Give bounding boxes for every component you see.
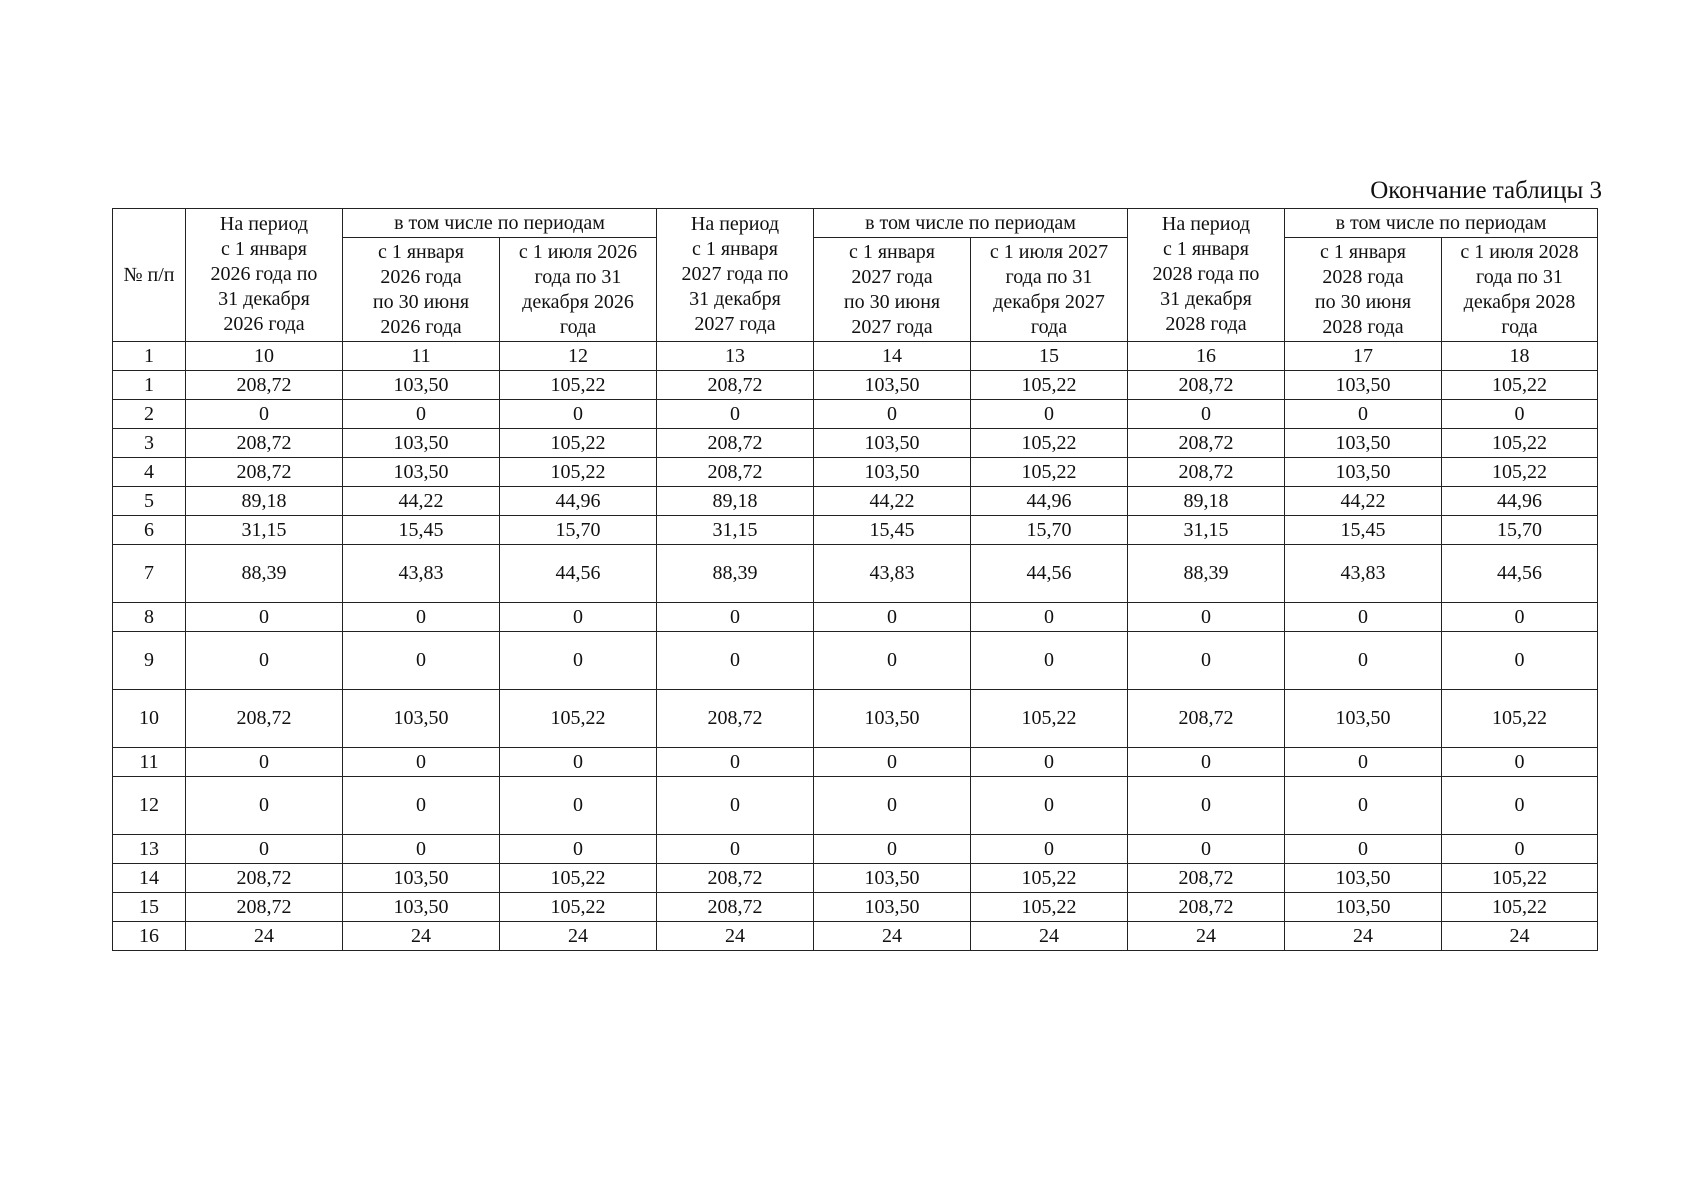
table-cell: 0: [1285, 835, 1442, 864]
table-cell: 103,50: [814, 429, 971, 458]
table-cell: 0: [971, 777, 1128, 835]
table-row: [113, 748, 1598, 777]
table-cell: 208,72: [657, 458, 814, 487]
row-number-cell: 6: [113, 516, 186, 545]
table-cell: 103,50: [814, 864, 971, 893]
table-cell: 0: [657, 400, 814, 429]
table-cell: 105,22: [971, 893, 1128, 922]
table-cell: 105,22: [971, 429, 1128, 458]
table-cell: 208,72: [186, 458, 343, 487]
table-cell: 208,72: [657, 893, 814, 922]
table-cell: 208,72: [657, 429, 814, 458]
table-cell: 0: [971, 603, 1128, 632]
table-cell: 15,45: [814, 516, 971, 545]
row-number-cell: 5: [113, 487, 186, 516]
column-number: 10: [186, 342, 343, 371]
row-number-cell: 10: [113, 690, 186, 748]
table-cell: 105,22: [500, 371, 657, 400]
table-cell: 103,50: [814, 458, 971, 487]
table-cell: 0: [1285, 748, 1442, 777]
table-header: [113, 209, 1598, 371]
table-cell: 0: [343, 777, 500, 835]
table-cell: 31,15: [657, 516, 814, 545]
table-cell: 208,72: [1128, 458, 1285, 487]
table-cell: 0: [814, 400, 971, 429]
table-cell: 0: [1442, 748, 1598, 777]
table-cell: 105,22: [971, 864, 1128, 893]
table-cell: 0: [1285, 400, 1442, 429]
table-cell: 105,22: [500, 458, 657, 487]
table-cell: 15,70: [500, 516, 657, 545]
table-cell: 0: [343, 632, 500, 690]
table-cell: 103,50: [814, 371, 971, 400]
table-cell: 0: [1128, 835, 1285, 864]
table-cell: 0: [343, 835, 500, 864]
row-number-cell: 12: [113, 777, 186, 835]
column-number: 12: [500, 342, 657, 371]
table-cell: 0: [343, 603, 500, 632]
table-cell: 24: [1128, 922, 1285, 951]
table-row: [113, 922, 1598, 951]
row-number-cell: 7: [113, 545, 186, 603]
row-number-cell: 13: [113, 835, 186, 864]
row-number-cell: 2: [113, 400, 186, 429]
table-caption: Окончание таблицы 3: [1370, 177, 1602, 204]
table-cell: 208,72: [1128, 429, 1285, 458]
table-cell: 44,96: [971, 487, 1128, 516]
table-cell: 24: [1442, 922, 1598, 951]
table-cell: 0: [814, 632, 971, 690]
table-cell: 103,50: [1285, 458, 1442, 487]
table-cell: 103,50: [814, 893, 971, 922]
table-cell: 0: [500, 835, 657, 864]
table-cell: 105,22: [971, 690, 1128, 748]
column-number: 14: [814, 342, 971, 371]
table-cell: 208,72: [657, 371, 814, 400]
table-cell: 44,96: [500, 487, 657, 516]
table-cell: 0: [971, 632, 1128, 690]
table-cell: 103,50: [814, 690, 971, 748]
table-cell: 208,72: [186, 429, 343, 458]
table-row: [113, 429, 1598, 458]
header-col-15: с 1 июля 2027 года по 31 декабря 2027 года: [971, 238, 1128, 342]
table-cell: 0: [814, 603, 971, 632]
table-row: [113, 603, 1598, 632]
table-cell: 44,56: [1442, 545, 1598, 603]
table-cell: 24: [814, 922, 971, 951]
row-number-cell: 9: [113, 632, 186, 690]
table-cell: 105,22: [500, 893, 657, 922]
table-cell: 105,22: [1442, 371, 1598, 400]
column-number: 17: [1285, 342, 1442, 371]
table-cell: 103,50: [1285, 371, 1442, 400]
table-cell: 0: [1285, 777, 1442, 835]
table-cell: 0: [1128, 748, 1285, 777]
header-col-10: На период с 1 января 2026 года по 31 декабря 2026 года: [186, 209, 343, 342]
row-number-cell: 15: [113, 893, 186, 922]
table-cell: 105,22: [500, 864, 657, 893]
row-number-cell: 11: [113, 748, 186, 777]
column-number: 15: [971, 342, 1128, 371]
table-cell: 89,18: [1128, 487, 1285, 516]
table-cell: 88,39: [1128, 545, 1285, 603]
table-cell: 0: [500, 632, 657, 690]
table-cell: 103,50: [343, 371, 500, 400]
table-cell: 208,72: [186, 690, 343, 748]
table-cell: 103,50: [343, 429, 500, 458]
table-cell: 105,22: [1442, 690, 1598, 748]
column-number: 11: [343, 342, 500, 371]
table-cell: 15,45: [1285, 516, 1442, 545]
table-cell: 0: [657, 777, 814, 835]
table-cell: 0: [500, 777, 657, 835]
table-cell: 0: [1285, 603, 1442, 632]
table-cell: 105,22: [1442, 893, 1598, 922]
table-cell: 105,22: [971, 371, 1128, 400]
row-number-cell: 14: [113, 864, 186, 893]
header-col-13: На период с 1 января 2027 года по 31 декабря 2027 года: [657, 209, 814, 342]
table-cell: 0: [1442, 777, 1598, 835]
table-cell: 0: [1128, 400, 1285, 429]
table-cell: 24: [1285, 922, 1442, 951]
table-row: [113, 371, 1598, 400]
table-cell: 103,50: [343, 864, 500, 893]
table-cell: 0: [186, 777, 343, 835]
table-row: [113, 777, 1598, 835]
table-cell: 0: [657, 632, 814, 690]
table-cell: 0: [1442, 603, 1598, 632]
table-cell: 0: [500, 748, 657, 777]
column-number: 16: [1128, 342, 1285, 371]
table-row: [113, 487, 1598, 516]
column-number: 13: [657, 342, 814, 371]
table-cell: 0: [1442, 400, 1598, 429]
table-cell: 208,72: [657, 864, 814, 893]
table-cell: 105,22: [500, 690, 657, 748]
header-group-2027: в том числе по периодам: [814, 209, 1128, 238]
table-row: [113, 893, 1598, 922]
table-cell: 88,39: [657, 545, 814, 603]
table-cell: 24: [343, 922, 500, 951]
row-number-cell: 4: [113, 458, 186, 487]
table-cell: 0: [186, 632, 343, 690]
table-cell: 0: [1285, 632, 1442, 690]
table-cell: 15,45: [343, 516, 500, 545]
table-cell: 44,56: [500, 545, 657, 603]
table-cell: 105,22: [1442, 429, 1598, 458]
header-col-12: с 1 июля 2026 года по 31 декабря 2026 года: [500, 238, 657, 342]
table-cell: 208,72: [1128, 893, 1285, 922]
table-cell: 0: [1128, 603, 1285, 632]
table-cell: 0: [657, 748, 814, 777]
table-cell: 103,50: [343, 458, 500, 487]
table-cell: 105,22: [1442, 864, 1598, 893]
table-cell: 208,72: [1128, 371, 1285, 400]
table-cell: 0: [814, 835, 971, 864]
table-cell: 43,83: [1285, 545, 1442, 603]
table-cell: 0: [657, 835, 814, 864]
table-cell: 208,72: [1128, 690, 1285, 748]
table-cell: 103,50: [1285, 690, 1442, 748]
table-cell: 208,72: [186, 893, 343, 922]
table-cell: 44,56: [971, 545, 1128, 603]
table-cell: 24: [657, 922, 814, 951]
table-cell: 43,83: [814, 545, 971, 603]
table-cell: 31,15: [186, 516, 343, 545]
header-num: № п/п: [113, 209, 186, 342]
table-cell: 44,22: [814, 487, 971, 516]
column-number: 18: [1442, 342, 1598, 371]
table-cell: 208,72: [1128, 864, 1285, 893]
table-cell: 0: [186, 400, 343, 429]
header-col-18: с 1 июля 2028 года по 31 декабря 2028 года: [1442, 238, 1598, 342]
table-cell: 208,72: [186, 371, 343, 400]
header-group-2026: в том числе по периодам: [343, 209, 657, 238]
table-cell: 0: [657, 603, 814, 632]
table-cell: 0: [1128, 632, 1285, 690]
table-cell: 0: [1442, 835, 1598, 864]
table-cell: 103,50: [1285, 864, 1442, 893]
table-row: [113, 835, 1598, 864]
table-cell: 43,83: [343, 545, 500, 603]
table-cell: 103,50: [1285, 429, 1442, 458]
table-cell: 103,50: [343, 690, 500, 748]
table-cell: 103,50: [1285, 893, 1442, 922]
row-number-cell: 1: [113, 371, 186, 400]
table-cell: 89,18: [186, 487, 343, 516]
table-row: [113, 545, 1598, 603]
table-cell: 208,72: [186, 864, 343, 893]
table-cell: 31,15: [1128, 516, 1285, 545]
table-cell: 0: [186, 748, 343, 777]
data-table: [112, 208, 1598, 951]
column-number: 1: [113, 342, 186, 371]
table-cell: 15,70: [971, 516, 1128, 545]
row-number-cell: 16: [113, 922, 186, 951]
table-cell: 105,22: [500, 429, 657, 458]
table-cell: 15,70: [1442, 516, 1598, 545]
table-cell: 0: [814, 777, 971, 835]
header-col-14: с 1 января 2027 года по 30 июня 2027 года: [814, 238, 971, 342]
table-cell: 24: [500, 922, 657, 951]
table-row: [113, 458, 1598, 487]
table-cell: 44,22: [343, 487, 500, 516]
table-row: [113, 864, 1598, 893]
table-body: [113, 371, 1598, 951]
table-cell: 0: [1128, 777, 1285, 835]
table-cell: 0: [186, 603, 343, 632]
table-cell: 44,22: [1285, 487, 1442, 516]
table-cell: 0: [343, 400, 500, 429]
table-cell: 0: [971, 400, 1128, 429]
header-col-17: с 1 января 2028 года по 30 июня 2028 года: [1285, 238, 1442, 342]
table-cell: 89,18: [657, 487, 814, 516]
table-cell: 0: [1442, 632, 1598, 690]
row-number-cell: 3: [113, 429, 186, 458]
table-row: [113, 690, 1598, 748]
table-row: [113, 516, 1598, 545]
table-row: [113, 400, 1598, 429]
table-cell: 0: [500, 603, 657, 632]
header-col-16: На период с 1 января 2028 года по 31 декабря 2028 года: [1128, 209, 1285, 342]
table-cell: 24: [186, 922, 343, 951]
table-cell: 88,39: [186, 545, 343, 603]
header-group-2028: в том числе по периодам: [1285, 209, 1598, 238]
column-number-row: [113, 342, 1598, 371]
table-row: [113, 632, 1598, 690]
table-cell: 208,72: [657, 690, 814, 748]
table-cell: 24: [971, 922, 1128, 951]
table-cell: 0: [500, 400, 657, 429]
header-col-11: с 1 января 2026 года по 30 июня 2026 года: [343, 238, 500, 342]
table-cell: 0: [971, 748, 1128, 777]
row-number-cell: 8: [113, 603, 186, 632]
table-cell: 0: [971, 835, 1128, 864]
table-cell: 105,22: [971, 458, 1128, 487]
table-cell: 44,96: [1442, 487, 1598, 516]
table-cell: 105,22: [1442, 458, 1598, 487]
table-cell: 0: [186, 835, 343, 864]
table-cell: 103,50: [343, 893, 500, 922]
table-cell: 0: [343, 748, 500, 777]
table-cell: 0: [814, 748, 971, 777]
